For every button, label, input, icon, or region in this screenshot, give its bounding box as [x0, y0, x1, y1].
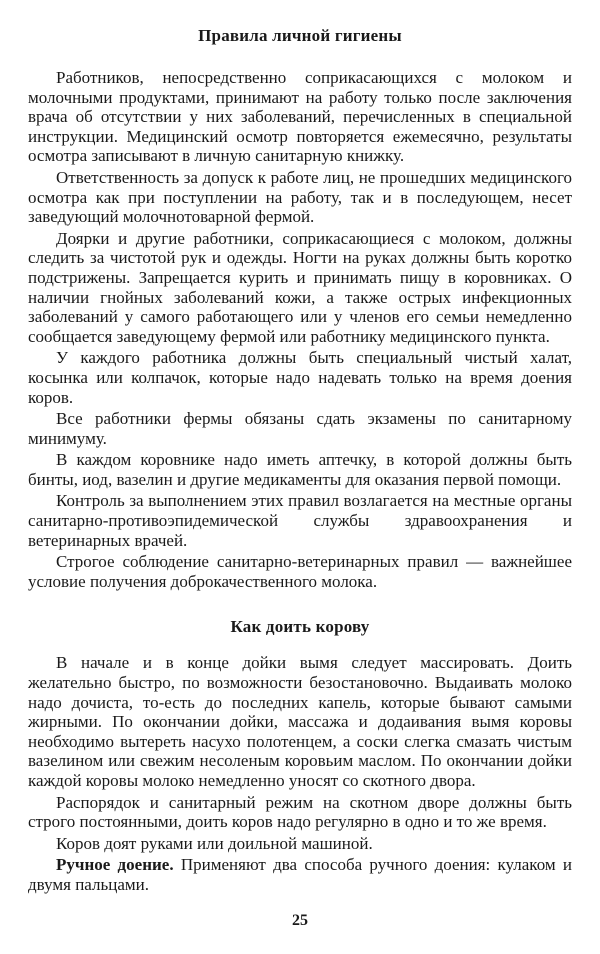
page-content — [28, 26, 572, 895]
paragraph: Коров доят руками или доильной машиной. — [56, 833, 373, 853]
paragraph: Ответственность за допуск к работе лиц, не прошедших медицинского осмотра как при поступлении на работу, так и в последующем, несет заведующий молочнотоварной фермой. — [28, 167, 572, 227]
paragraph: Доярки и другие работники, соприкасающиеся с молоком, должны следить за чистотой рук и одежды. Ногти на руках должны быть коротко подстрижены. Запрещается курить и принимать пищу в коровниках. О наличии гнойных заболеваний кожи, а также острых инфекционных заболеваний у самого работающего или у членов его семьи немедленно сообщается заведующему фермой или работнику медицинского пункта. — [28, 228, 572, 346]
paragraph: У каждого работника должны быть специальный чистый халат, косынка или колпачок, которые надо надевать только на время доения коров. — [28, 348, 572, 407]
paragraph: Работников, непосредственно соприкасающихся с молоком и молочными продуктами, принимают на работу только после заключения врача об отсутствии у них заболеваний, перечисленных в специальной инструкции. Медицинский осмотр повторяется ежемесячно, результаты осмотра записывают в личную санитарную книжку. — [28, 68, 572, 166]
paragraph: Контроль за выполнением этих правил возлагается на местные органы санитарно-противоэпидемической службы здравоохранения и ветеринарных врачей. — [28, 491, 572, 550]
paragraph: Все работники фермы обязаны сдать экзамены по санитарному минимуму. — [28, 409, 572, 448]
paragraph: В каждом коровнике надо иметь аптечку, в которой должны быть бинты, иод, вазелин и другие медикаменты для оказания первой помощи. — [28, 450, 572, 489]
section-title-how-to-milk: Как доить корову — [230, 617, 370, 637]
paragraph: В начале и в конце дойки вымя следует массировать. Доить желательно быстро, по возможности безостановочно. Выдаивать молоко надо дочиста, то-есть до последних капель, которые бывают самыми жирными. По окончании дойки, массажа и додаивания вымя коровы необходимо вытереть насухо полотенцем, а соски слегка смазать чистым вазелином или свежим несоленым коровьим маслом. По окончании дойки каждой коровы молоко немедленно уносят со скотного двора. — [28, 653, 572, 790]
page-number: 25 — [292, 912, 308, 929]
paragraph: Распорядок и санитарный режим на скотном дворе должны быть строго постоянными, доить коров надо регулярно в одно и то же время. — [28, 792, 572, 832]
paragraph-hand-milking — [28, 855, 572, 894]
paragraph: Строгое соблюдение санитарно-ветеринарных правил — важнейшее условие получения доброкачественного молока. — [28, 552, 572, 591]
run-in-heading: Ручное доение. — [56, 855, 174, 875]
paragraph-text: Применяют два способа ручного доения: кулаком и двумя пальцами. — [28, 855, 572, 894]
section-title-personal-hygiene: Правила личной гигиены — [198, 26, 402, 45]
